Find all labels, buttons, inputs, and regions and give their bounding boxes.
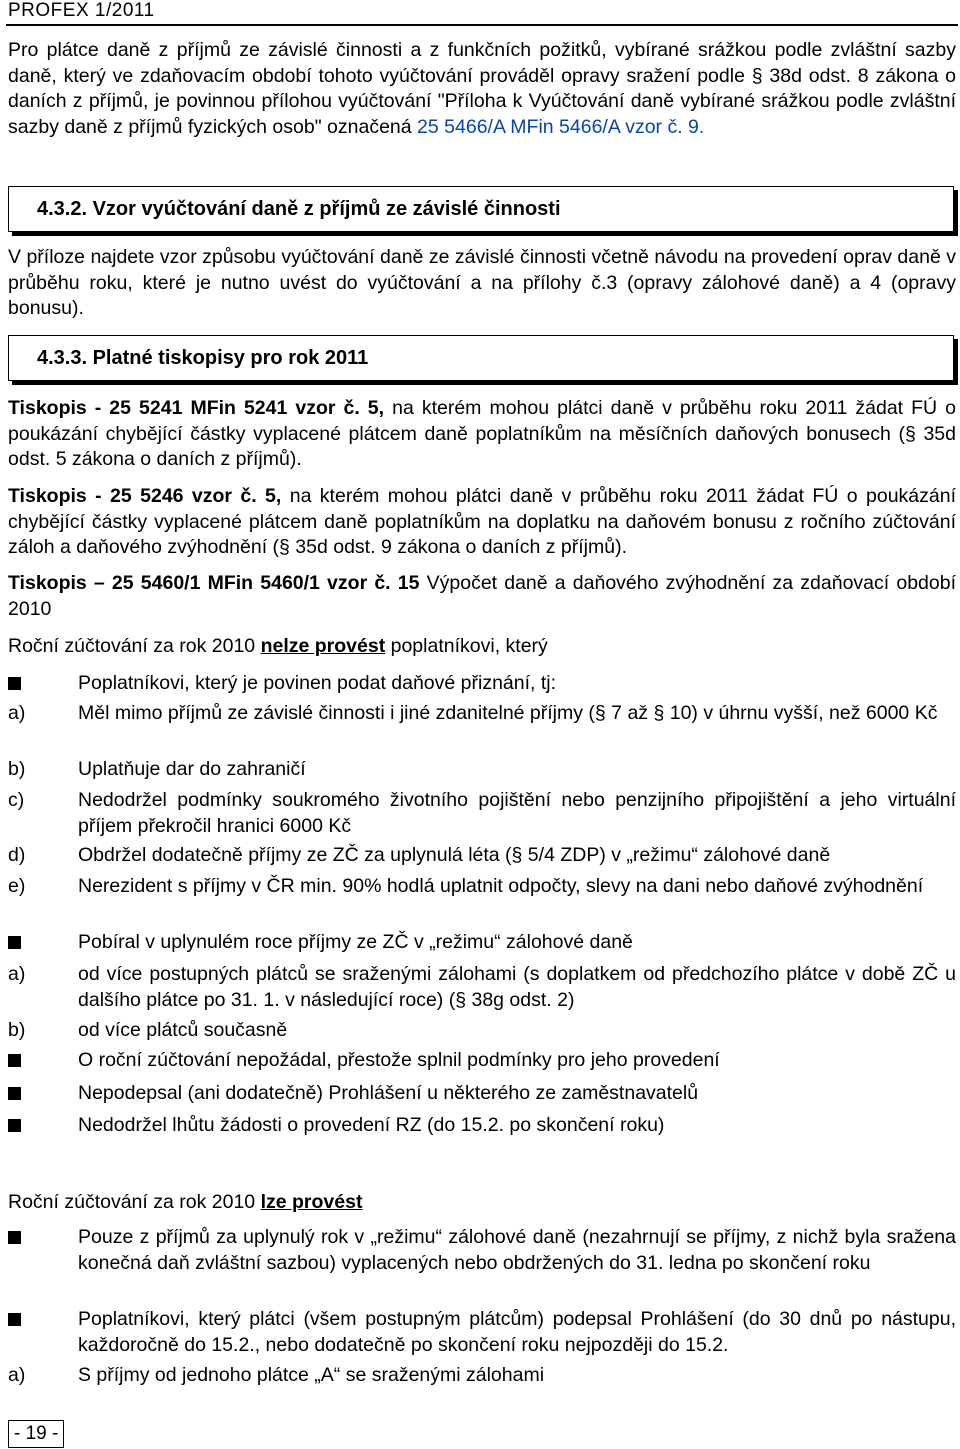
- page-number: - 19 -: [8, 1420, 64, 1448]
- lettered-item: [8, 788, 956, 839]
- intro-paragraph: [8, 38, 956, 140]
- intro-form-link[interactable]: 25 5466/A MFin 5466/A vzor č. 9.: [417, 115, 705, 138]
- header-rule: [6, 24, 958, 26]
- bullet-item: [8, 1048, 956, 1074]
- form-paragraph: [8, 571, 956, 622]
- can-heading: [8, 1190, 956, 1216]
- section-heading-4-3-3: [8, 335, 954, 381]
- item-text: Pouze z příjmů za uplynulý rok v „režimu“ zálohové daně (nezahrnují se příjmy, z nichž byla sražena konečná daň zvláštní sazbou) vyplacených nebo obdržených do 31. ledna po skončení roku: [78, 1226, 956, 1274]
- form-title: Tiskopis - 25 5241 MFin 5241 vzor č. 5,: [8, 397, 385, 419]
- cannot-prefix: Roční zúčtování za rok 2010: [8, 635, 261, 657]
- form-description: na kterém mohou plátci daně v průběhu roku 2011 žádat FÚ o poukázání chybějící částky vyplacené plátcem daně poplatníkům na doplatku na daňovém bonusu z ročního zúčtování záloh a daňového zvýhodnění (§ 35d odst. 9 zákona o daních z příjmů).: [8, 485, 956, 558]
- lettered-item: [8, 1363, 956, 1389]
- lettered-item: [8, 874, 956, 900]
- square-bullet-icon: [8, 1231, 21, 1244]
- header-title: PROFEX 1/2011: [8, 0, 155, 21]
- item-text: od více plátců současně: [78, 1019, 288, 1041]
- square-bullet-icon: [8, 1119, 21, 1132]
- lettered-item: [8, 701, 956, 727]
- item-text: Uplatňuje dar do zahraničí: [78, 758, 306, 780]
- lettered-item: [8, 1018, 956, 1044]
- item-letter: b): [8, 758, 26, 780]
- bullet-item: [8, 1307, 956, 1358]
- lettered-item: [8, 757, 956, 783]
- item-text: od více postupných plátců se sraženými zálohami (s doplatkem od předchozího plátce v době ZČ u dalšího plátce po 31. 1. v následující roce) (§ 38g odst. 2): [78, 963, 956, 1011]
- item-text: O roční zúčtování nepožádal, přestože splnil podmínky pro jeho provedení: [78, 1049, 720, 1071]
- can-underlined: lze provést: [260, 1191, 363, 1213]
- item-text: Nepodepsal (ani dodatečně) Prohlášení u některého ze zaměstnavatelů: [78, 1082, 699, 1104]
- square-bullet-icon: [8, 677, 21, 690]
- can-prefix: Roční zúčtování za rok 2010: [8, 1191, 261, 1213]
- cannot-heading: [8, 634, 956, 660]
- item-letter: a): [8, 963, 26, 985]
- bullet-item: [8, 671, 956, 697]
- item-text: Poplatníkovi, který je povinen podat daňové přiznání, tj:: [78, 672, 557, 694]
- lettered-item: [8, 962, 956, 1013]
- form-paragraph: [8, 396, 956, 473]
- bullet-item: [8, 930, 956, 956]
- intro-text: Pro plátce daně z příjmů ze závislé činnosti a z funkčních požitků, vybírané srážkou podle zvláštní sazby daně, který ve zdaňovacím období tohoto vyúčtování prováděl opravy sražení podle § 38d odst. 8 zákona o daních z příjmů, je povinnou přílohou vyúčtování "Příloha k Vyúčtování daně vybírané srážkou podle zvláštní sazby daně z příjmů fyzických osob" označená: [8, 39, 956, 138]
- item-text: S příjmy od jednoho plátce „A“ se sraženými zálohami: [78, 1364, 545, 1386]
- square-bullet-icon: [8, 1054, 21, 1067]
- item-text: Pobíral v uplynulém roce příjmy ze ZČ v „režimu“ zálohové daně: [78, 931, 633, 953]
- item-text: Nedodržel podmínky soukromého životního pojištění nebo penzijního připojištění a jeho virtuální příjem překročil hranici 6000 Kč: [78, 789, 956, 837]
- item-text: Nedodržel lhůtu žádosti o provedení RZ (do 15.2. po skončení roku): [78, 1114, 665, 1136]
- square-bullet-icon: [8, 1087, 21, 1100]
- bullet-item: [8, 1225, 956, 1276]
- item-text: Nerezident s příjmy v ČR min. 90% hodlá uplatnit odpočty, slevy na dani nebo daňové zvýhodnění: [78, 875, 924, 897]
- item-letter: e): [8, 875, 26, 897]
- item-letter: c): [8, 789, 25, 811]
- item-letter: d): [8, 844, 26, 866]
- item-letter: a): [8, 1364, 26, 1386]
- form-title: Tiskopis – 25 5460/1 MFin 5460/1 vzor č. 15: [8, 572, 420, 594]
- form-paragraph: [8, 484, 956, 561]
- form-description: Výpočet daně a daňového zvýhodnění za zdaňovací období 2010: [8, 572, 957, 620]
- bullet-item: [8, 1081, 956, 1107]
- cannot-suffix: poplatníkovi, který: [385, 635, 548, 657]
- cannot-underlined: nelze provést: [260, 635, 386, 657]
- lettered-item: [8, 843, 956, 869]
- section-heading-4-3-2: [8, 186, 954, 232]
- section-heading-text: 4.3.2. Vzor vyúčtování daně z příjmů ze závislé činnosti: [37, 198, 561, 220]
- square-bullet-icon: [8, 936, 21, 949]
- section1-paragraph: V příloze najdete vzor způsobu vyúčtování daně ze závislé činnosti včetně návodu na provedení oprav daně v průběhu roku, které je nutno uvést do vyúčtování a na přílohy č.3 (opravy zálohové daně) a 4 (opravy bonusu).: [8, 246, 956, 319]
- item-text: Poplatníkovi, který plátci (všem postupným plátcům) podepsal Prohlášení (do 30 dnů po nástupu, každoročně do 15.2., nebo dodatečně po skončení roku nejpozději do 15.2.: [78, 1308, 956, 1356]
- item-text: Obdržel dodatečně příjmy ze ZČ za uplynulá léta (§ 5/4 ZDP) v „režimu“ zálohové daně: [78, 844, 831, 866]
- square-bullet-icon: [8, 1313, 21, 1326]
- item-letter: b): [8, 1019, 26, 1041]
- bullet-item: [8, 1113, 956, 1139]
- form-description: na kterém mohou plátci daně v průběhu roku 2011 žádat FÚ o poukázání chybějící částky vyplacené plátcem daně poplatníkům na měsíčních daňových bonusech (§ 35d odst. 5 zákona o daních z příjmů).: [8, 397, 956, 470]
- form-title: Tiskopis - 25 5246 vzor č. 5,: [8, 485, 282, 507]
- section-heading-text: 4.3.3. Platné tiskopisy pro rok 2011: [37, 347, 369, 369]
- item-letter: a): [8, 702, 26, 724]
- item-text: Měl mimo příjmů ze závislé činnosti i jiné zdanitelné příjmy (§ 7 až § 10) v úhrnu vyšší, než 6000 Kč: [78, 702, 938, 724]
